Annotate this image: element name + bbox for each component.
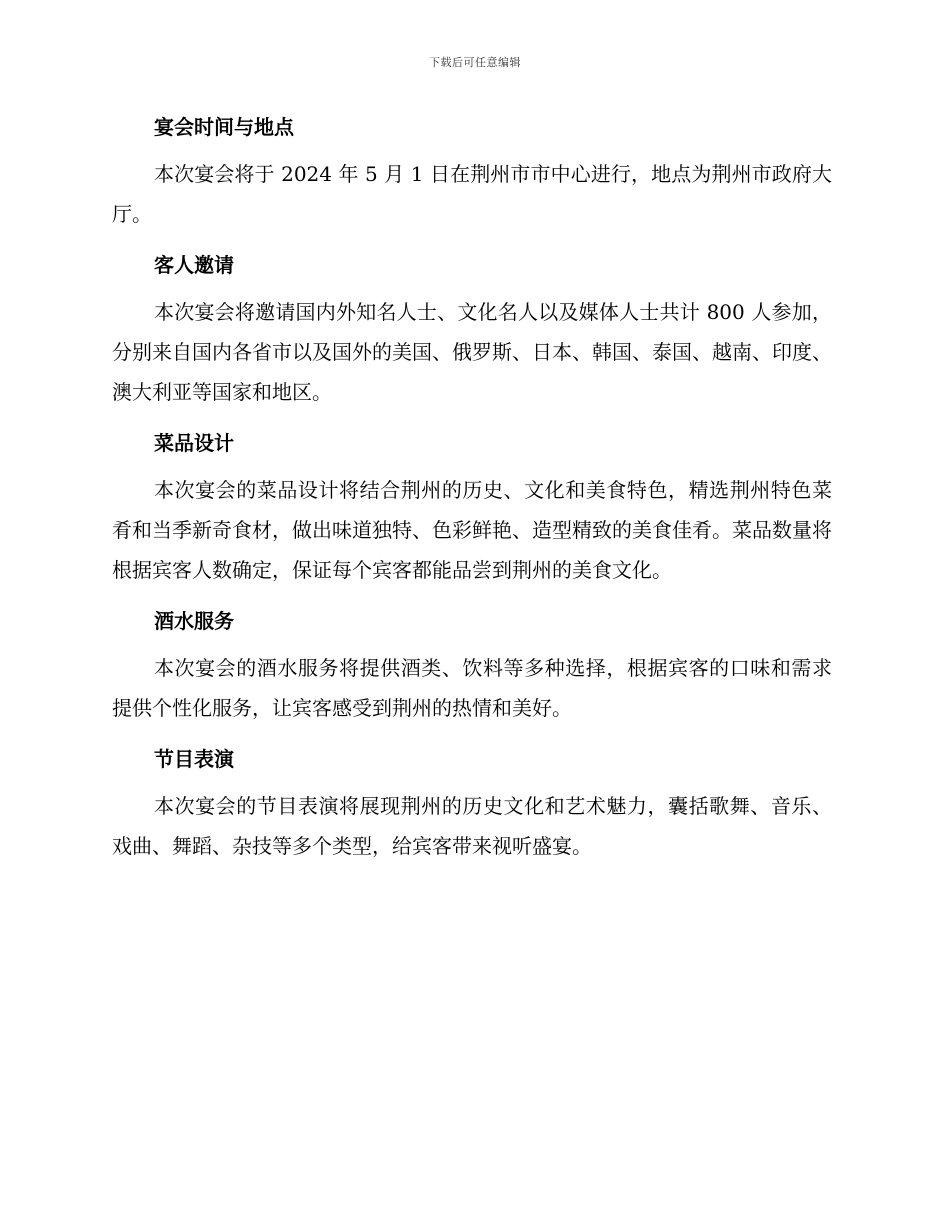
section-menu [112,424,832,590]
section-performance [112,740,832,866]
section-paragraph: 本次宴会将邀请国内外知名人士、文化名人以及媒体人士共计 800 人参加，分别来自国内各省市以及国外的美国、俄罗斯、日本、韩国、泰国、越南、印度、澳大利亚等国家和地区。 [112,300,832,404]
section-guests [112,246,832,412]
section-paragraph: 本次宴会将于 2024 年 5 月 1 日在荆州市市中心进行，地点为荆州市政府大厅。 [112,162,832,226]
section-heading: 酒水服务 [154,609,234,633]
section-heading: 菜品设计 [154,431,234,455]
section-paragraph: 本次宴会的菜品设计将结合荆州的历史、文化和美食特色，精选荆州特色菜肴和当季新奇食材，做出味道独特、色彩鲜艳、造型精致的美食佳肴。菜品数量将根据宾客人数确定，保证每个宾客都能品尝到荆州的美食文化。 [112,478,832,582]
section-heading: 宴会时间与地点 [154,115,294,139]
section-heading: 客人邀请 [154,253,234,277]
section-paragraph: 本次宴会的节目表演将展现荆州的历史文化和艺术魅力，囊括歌舞、音乐、戏曲、舞蹈、杂技等多个类型，给宾客带来视听盛宴。 [112,794,832,858]
section-heading: 节目表演 [154,747,234,771]
section-paragraph: 本次宴会的酒水服务将提供酒类、饮料等多种选择，根据宾客的口味和需求提供个性化服务，让宾客感受到荆州的热情和美好。 [112,656,832,720]
section-drinks [112,602,832,728]
document-body [112,108,832,878]
page-header-note: 下载后可任意编辑 [429,56,521,69]
section-venue [112,108,832,234]
